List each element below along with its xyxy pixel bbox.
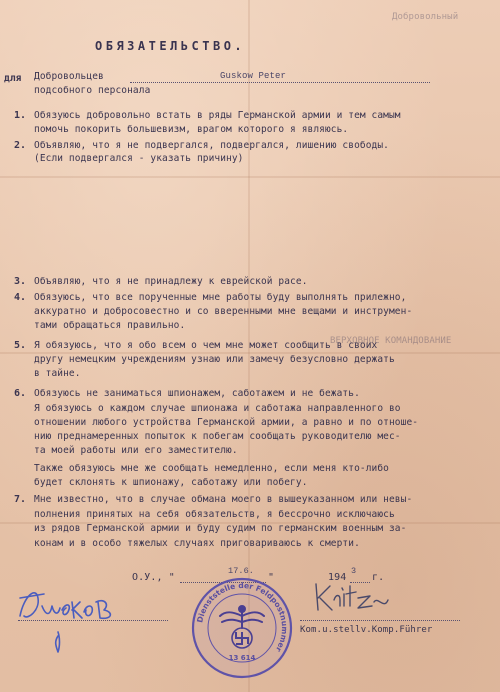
item-line: Я обязуюсь, что я обо всем о чем мне может сообщить в своих	[34, 340, 378, 351]
fold-line	[0, 176, 500, 178]
stamp-number: 13 614	[228, 654, 256, 662]
year-digit: 3	[351, 566, 357, 576]
item-line: в тайне.	[34, 368, 81, 379]
item-line: Объявляю, что я не принадлежу к еврейской расе.	[34, 276, 308, 287]
recipient-line: подсобного персонала	[34, 85, 151, 96]
item-line: Обязуюсь не заниматься шпионажем, саботажем и не бежать.	[34, 388, 360, 399]
date-separator: "	[268, 572, 275, 583]
name-dotted-line	[130, 82, 430, 83]
item-number: 6.	[14, 388, 27, 399]
date-day: 17.6.	[228, 566, 255, 576]
item-line: Я обязуюсь о каждом случае шпионажа и саботажа направленного во	[34, 403, 401, 414]
place-prefix: О.У., "	[132, 572, 175, 583]
item-line: помочь покорить большевизм, врагом которого я являюсь.	[34, 124, 349, 135]
signature-left	[14, 576, 124, 656]
item-number: 7.	[14, 494, 27, 505]
item-line: отношении любого устройства Германской армии, а равно и по отноше-	[34, 417, 419, 428]
person-name: Guskow Peter	[220, 71, 287, 81]
item-line: (Если подвергался - указать причину)	[34, 153, 244, 164]
item-number: 4.	[14, 292, 27, 303]
item-line: Мне известно, что в случае обмана моего в вышеуказанном или невы-	[34, 494, 413, 505]
item-line: конам и в особо тяжелых случаях приговариваюсь к смерти.	[34, 538, 360, 549]
official-stamp	[190, 576, 294, 680]
faded-text: ВЕРХОВНОЕ КОМАНДОВАНИЕ	[330, 336, 452, 346]
recipient-line: Добровольцев	[34, 71, 104, 82]
item-number: 5.	[14, 340, 27, 351]
item-line: тами обращаться правильно.	[34, 320, 186, 331]
signer-title: Kom.u.stellv.Komp.Führer	[300, 625, 433, 635]
item-line: из рядов Германской армии и буду судим по германским военным за-	[34, 523, 407, 534]
item-line: та моей работы или его заместителю.	[34, 445, 238, 456]
item-line: будет склонять к шпионажу, саботажу или побегу.	[34, 477, 308, 488]
item-line: Также обязуюсь мне же сообщать немедленно, если меня кто-либо	[34, 463, 389, 474]
item-line: нию преднамеренных попыток к побегам сообщать руководителю мес-	[34, 431, 401, 442]
year-prefix: 194	[328, 572, 347, 583]
item-line: полнения принятых на себя обязательств, я бессрочно исключаюсь	[34, 509, 395, 520]
item-line: Обязуюсь добровольно встать в ряды Германской армии и тем самым	[34, 110, 401, 121]
signature-right	[312, 576, 392, 620]
item-number: 1.	[14, 110, 27, 121]
item-number: 3.	[14, 276, 27, 287]
item-line: аккуратно и добросовестно и со вверенными мне вещами и инструмен-	[34, 306, 413, 317]
svg-text:Dienststelle der Feldpostnumme: Dienststelle der Feldpostnummer	[195, 580, 290, 654]
document-title: ОБЯЗАТЕЛЬСТВО.	[95, 39, 246, 53]
commander-dotted-line	[300, 620, 460, 621]
item-line: Объявляю, что я не подвергался, подвергался, лишению свободы.	[34, 140, 389, 151]
for-label: для	[4, 73, 22, 84]
item-line: другу немецким учреждениям узнаю или замечу безусловно держать	[34, 354, 395, 365]
year-suffix: г.	[372, 572, 385, 583]
item-line: Обязуюсь, что все порученные мне работы буду выполнять прилежно,	[34, 292, 407, 303]
faded-text: Добровольный	[392, 12, 459, 22]
item-number: 2.	[14, 140, 27, 151]
